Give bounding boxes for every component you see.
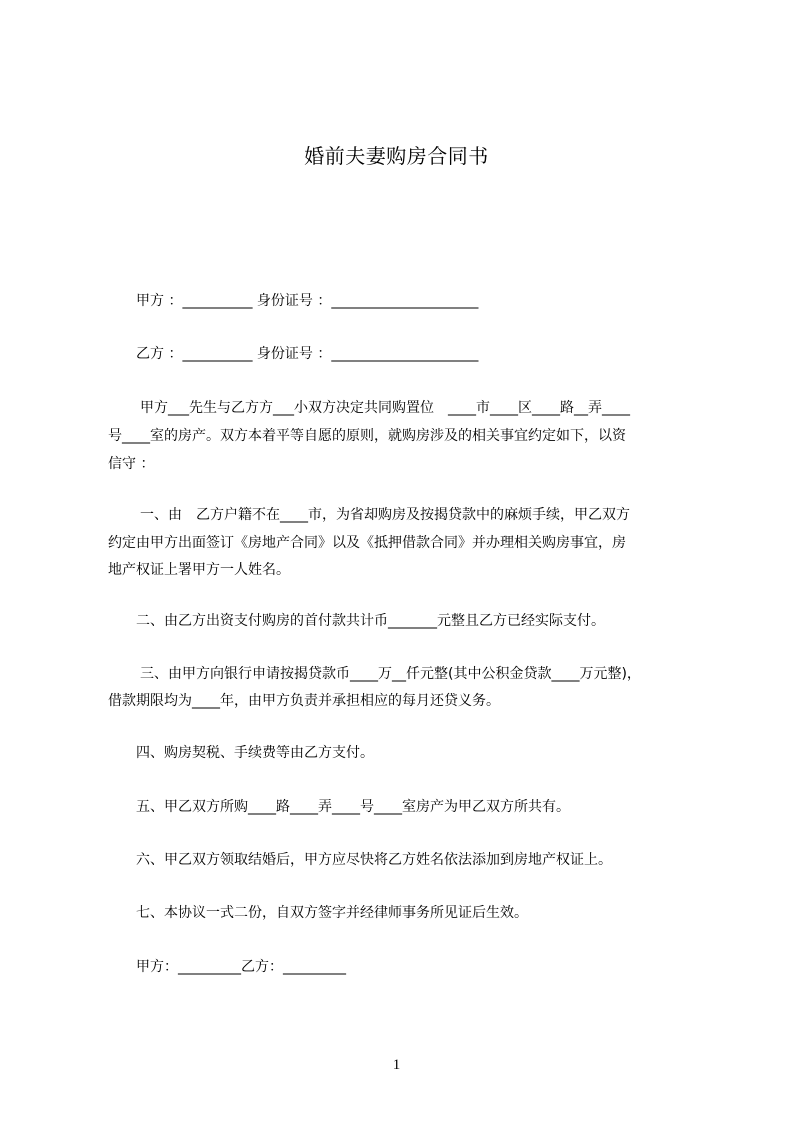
clause-3-line-1: 三、由甲方向银行申请按揭贷款币____万__仟元整(其中公积金贷款____万元整)， xyxy=(140,666,641,682)
clause-4: 四、购房契税、手续费等由乙方支付。 xyxy=(136,745,374,761)
clause-1-line-2: 约定由甲方出面签订《房地产合同》以及《抵押借款合同》并办理相关购房事宜，房 xyxy=(108,535,626,551)
intro-line-1: 甲方___先生与乙方方___小双方决定共同购置位 ____市____区____路__弄____ xyxy=(140,400,630,416)
intro-line-3: 信守 ： xyxy=(108,456,155,472)
clause-2: 二、由乙方出资支付购房的首付款共计币_______元整且乙方已经实际支付。 xyxy=(136,613,605,629)
party-b-line: 乙方 ：__________ 身份证号 ：_____________________ xyxy=(136,346,479,362)
document-title: 婚前夫妻购房合同书 xyxy=(304,144,489,168)
clause-7: 七、本协议一式二份，自双方签字并经律师事务所见证后生效。 xyxy=(136,905,528,921)
signature-line: 甲方：_________乙方：_________ xyxy=(136,959,346,975)
clause-6: 六、甲乙双方领取结婚后，甲方应尽快将乙方姓名依法添加到房地产权证上。 xyxy=(136,852,612,868)
clause-3-line-2: 借款期限均为____年，由甲方负责并承担相应的每月还贷义务。 xyxy=(108,693,500,709)
clause-1-line-1: 一、由 乙方户籍不在____市，为省却购房及按揭贷款中的麻烦手续，甲乙双方 xyxy=(140,507,630,523)
intro-line-2: 号____室的房产。双方本着平等自愿的原则，就购房涉及的相关事宜约定如下，以资 xyxy=(108,428,626,444)
clause-1-line-3: 地产权证上署甲方一人姓名。 xyxy=(108,562,290,578)
page-number: 1 xyxy=(392,1057,401,1073)
clause-5: 五、甲乙双方所购____路____弄____号____室房产为甲乙双方所共有。 xyxy=(136,799,570,815)
party-a-line: 甲方 ：__________ 身份证号 ：_____________________ xyxy=(136,293,479,309)
